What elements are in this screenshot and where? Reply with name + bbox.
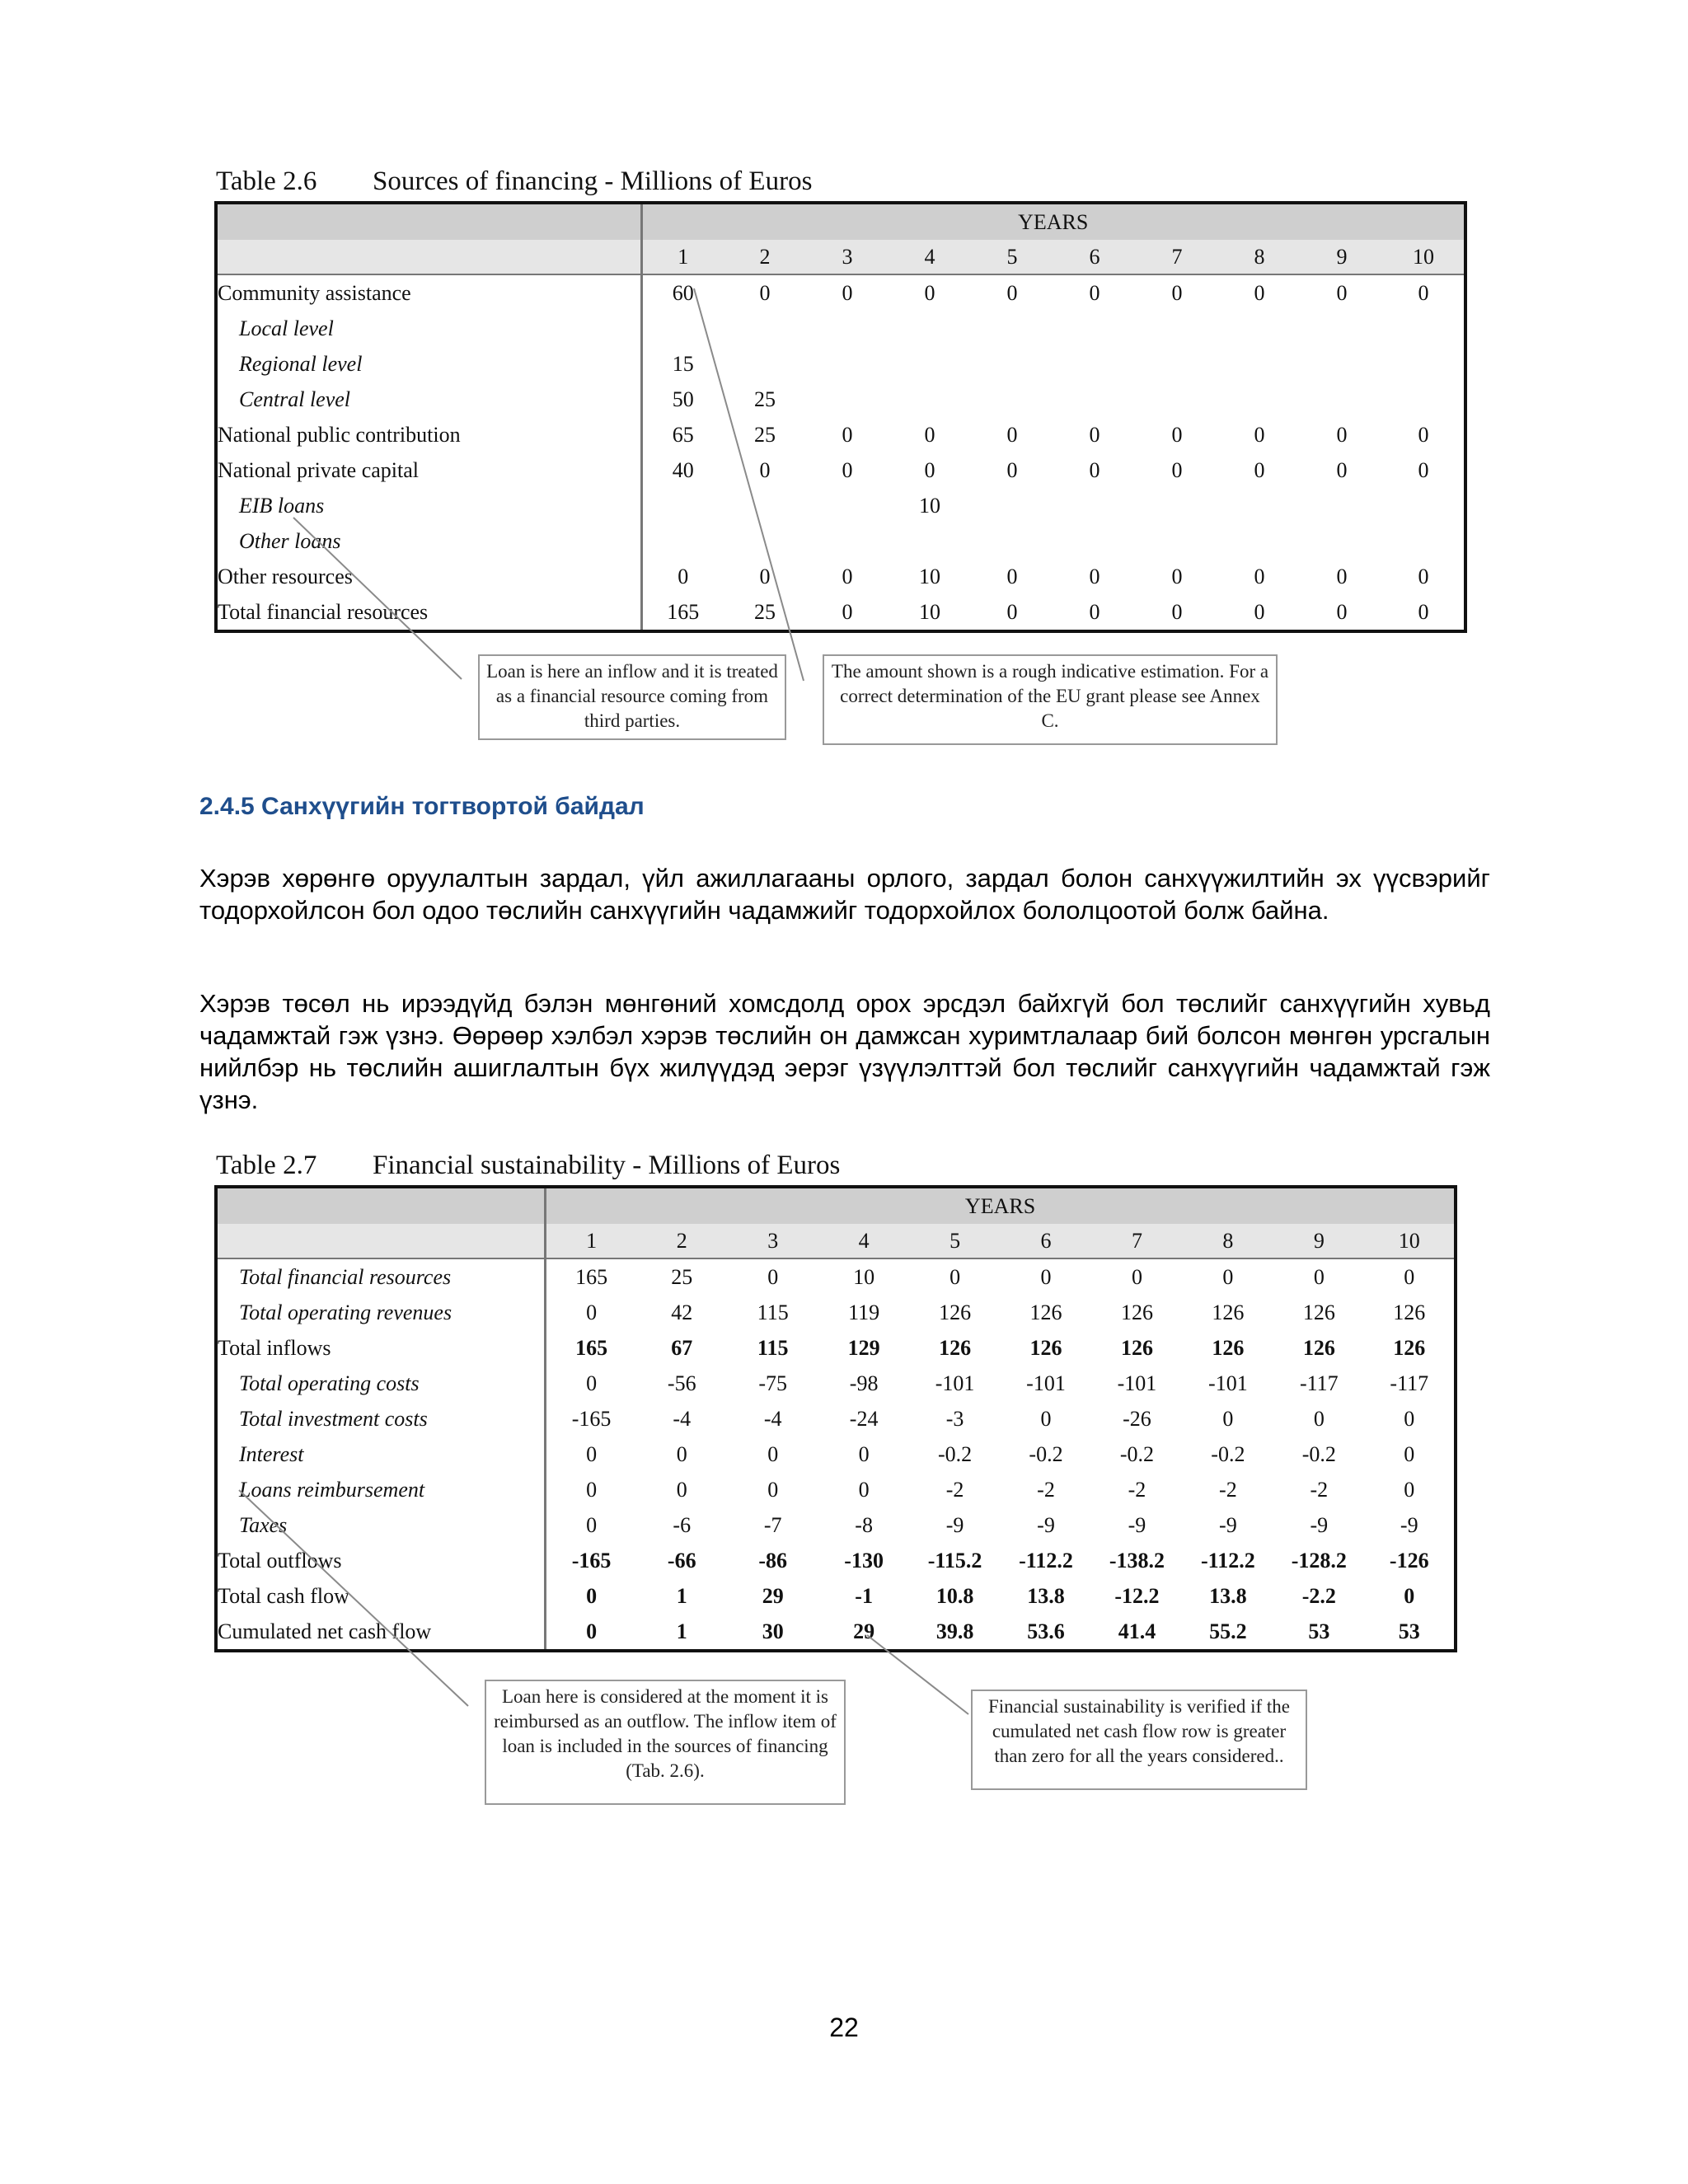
table-cell: 126 [1120,1335,1153,1360]
table-cell: 0 [1222,1406,1234,1431]
table-cell: 60 [672,280,694,305]
table-cell: 0 [950,1264,961,1289]
table-cell: 0 [1313,1406,1325,1431]
table-cell: -130 [844,1548,884,1572]
table-cell: 1 [676,1619,687,1643]
table-cell: -0.2 [1029,1441,1063,1466]
table-cell: 10 [919,599,940,624]
row-label: Total investment costs [216,1401,546,1436]
table-cell: -112.2 [1019,1548,1073,1572]
table-cell: 0 [1131,1264,1142,1289]
table-cell: -165 [571,1406,612,1431]
table-cell: 0 [1006,564,1018,588]
table-cell: -2 [1310,1477,1329,1502]
table-2-7-number: Table 2.7 [216,1151,317,1180]
table-cell: 0 [842,422,853,447]
table-cell: 126 [1212,1300,1245,1324]
table-cell: -1 [855,1583,873,1608]
table-cell: -165 [571,1548,612,1572]
table-cell: 0 [759,457,771,482]
table-cell: -4 [763,1406,782,1431]
row-label: Other loans [216,523,641,559]
table-cell: -117 [1299,1371,1339,1395]
table-cell: 0 [1006,599,1018,624]
table-cell: 0 [1418,280,1429,305]
section-heading: 2.4.5 Санхүүгийн тогтвортой байдал [199,793,645,820]
table-cell: 65 [672,422,694,447]
table-cell: 0 [767,1264,779,1289]
table-cell: -86 [758,1548,788,1572]
table-cell: -2.2 [1301,1583,1336,1608]
table-cell: 0 [858,1441,870,1466]
table-2-6-number: Table 2.6 [216,166,317,196]
table-cell: -9 [945,1512,964,1537]
table-cell: 0 [842,280,853,305]
table-cell: -0.2 [1301,1441,1336,1466]
table-cell: -112.2 [1201,1548,1255,1572]
table-cell: 0 [1171,457,1183,482]
year-header: 3 [806,240,889,274]
table-cell: 53.6 [1027,1619,1065,1643]
table-cell: 119 [848,1300,880,1324]
table-cell: 0 [1254,422,1265,447]
table-cell: -26 [1123,1406,1151,1431]
table-cell: 0 [1089,422,1100,447]
table-cell: 126 [1393,1300,1426,1324]
table-cell: 126 [1302,1335,1335,1360]
table-cell: 165 [575,1264,608,1289]
table-cell: -7 [763,1512,782,1537]
year-header: 1 [641,240,724,274]
table-cell: 0 [1006,422,1018,447]
paragraph-1: Хэрэв хөрөнгө оруулалтын зардал, үйл ажиллагааны орлого, зардал болон санхүүжилтийн эх үүсвэрийг тодорхойлсон бол одоо төслийн санхүүгийн чадамжийг тодорхойлох бололцоотой болж байна. [199,864,1490,925]
table-cell: 0 [1313,1264,1325,1289]
year-header: 1 [546,1224,636,1258]
table-cell: 115 [757,1335,789,1360]
table-cell: -75 [758,1371,788,1395]
table-cell: 0 [1089,457,1100,482]
table-cell: -8 [855,1512,873,1537]
note-loan-inflow: Loan is here an inflow and it is treated as a financial resource coming from third parties. [478,654,786,740]
year-header: 9 [1301,240,1383,274]
year-header: 10 [1365,1224,1456,1258]
table-cell: 0 [1089,280,1100,305]
table-cell: -24 [849,1406,879,1431]
table-cell: 0 [678,564,689,588]
table-cell: 0 [1171,280,1183,305]
table-2-7-caption: Financial sustainability - Millions of Euros [373,1151,841,1180]
table-cell: 55.2 [1209,1619,1247,1643]
table-cell: 129 [847,1335,880,1360]
table-cell: 165 [667,599,700,624]
table-cell: -101 [1026,1371,1066,1395]
table-cell: -128.2 [1291,1548,1347,1572]
table-cell: 50 [672,387,694,411]
table-cell: 67 [671,1335,693,1360]
year-header: 2 [724,240,806,274]
table-cell: 0 [1404,1441,1415,1466]
table-cell: 0 [759,564,771,588]
table-cell: 0 [1089,599,1100,624]
table-cell: 0 [1404,1264,1415,1289]
table-cell: 25 [671,1264,693,1289]
table-cell: 0 [842,457,853,482]
table-cell: 42 [671,1300,693,1324]
table-cell: 0 [586,1300,598,1324]
table-cell: 39.8 [935,1619,974,1643]
year-header: 7 [1136,240,1218,274]
table-cell: 0 [1089,564,1100,588]
table-cell: 0 [586,1619,598,1643]
row-label: EIB loans [216,488,641,523]
year-header: 7 [1091,1224,1182,1258]
table-cell: 126 [1120,1300,1153,1324]
table-cell: -12.2 [1114,1583,1160,1608]
row-label: Community assistance [216,274,641,311]
table-cell: 0 [586,1512,598,1537]
table-cell: 126 [939,1335,972,1360]
table-cell: 0 [924,457,935,482]
table-cell: 0 [1040,1406,1052,1431]
row-label: Interest [216,1436,546,1472]
table-cell: -101 [1117,1371,1157,1395]
table-cell: 0 [1418,422,1429,447]
row-label: Total outflows [216,1543,546,1578]
table-cell: 0 [1222,1264,1234,1289]
table-cell: -9 [1128,1512,1146,1537]
table-cell: 0 [1254,599,1265,624]
row-label: Taxes [216,1507,546,1543]
table-cell: -2 [945,1477,964,1502]
table-cell: 0 [1336,457,1348,482]
table-cell: -6 [673,1512,692,1537]
table-cell: 0 [676,1441,687,1466]
year-header: 8 [1218,240,1301,274]
table-cell: 0 [1404,1477,1415,1502]
table-cell: 126 [1393,1335,1426,1360]
row-label: Central level [216,382,641,417]
table-cell: 0 [1254,457,1265,482]
table-cell: -2 [1128,1477,1146,1502]
table-cell: 165 [575,1335,608,1360]
callout-line-cumulated [867,1635,968,1714]
table-cell: -0.2 [1211,1441,1245,1466]
table-cell: 0 [586,1583,598,1608]
row-label: Total operating revenues [216,1295,546,1330]
table-cell: 0 [1418,599,1429,624]
table-cell: 25 [754,599,776,624]
table-cell: 10.8 [935,1583,974,1608]
table-cell: 30 [762,1619,784,1643]
table-cell: 25 [754,422,776,447]
table-cell: 29 [853,1619,875,1643]
row-label: Regional level [216,346,641,382]
table-cell: 0 [586,1477,598,1502]
table-cell: 0 [1418,457,1429,482]
year-header: 2 [636,1224,727,1258]
row-label: Total financial resources [216,594,641,631]
table-cell: 13.8 [1209,1583,1247,1608]
table-cell: 0 [1006,280,1018,305]
table-cell: -138.2 [1109,1548,1165,1572]
callout-line-loans-reimbursement [239,1490,468,1706]
table-cell: 126 [1029,1335,1062,1360]
table-cell: 0 [1254,280,1265,305]
table-cell: -0.2 [1119,1441,1155,1466]
row-label: Loans reimbursement [216,1472,546,1507]
callout-line-eu-grant [694,288,804,681]
row-label: Cumulated net cash flow [216,1614,546,1651]
table-2-6-caption: Sources of financing - Millions of Euros [373,166,813,196]
table-cell: -9 [1400,1512,1418,1537]
table-cell: 0 [1336,422,1348,447]
table-cell: 0 [586,1371,598,1395]
table-cell: 1 [676,1583,687,1608]
table-cell: 10 [919,564,940,588]
table-cell: 41.4 [1118,1619,1156,1643]
table-cell: 10 [853,1264,875,1289]
table-cell: 0 [1254,564,1265,588]
table-cell: 0 [1006,457,1018,482]
table-cell: -9 [1310,1512,1329,1537]
row-label: Local level [216,311,641,346]
table-cell: -0.2 [937,1441,973,1466]
table-cell: 0 [759,280,771,305]
table-cell: 0 [924,422,935,447]
table-cell: 29 [762,1583,784,1608]
table-cell: 0 [1336,280,1348,305]
table-cell: -9 [1037,1512,1055,1537]
table-cell: 0 [1404,1583,1415,1608]
table-cell: 0 [858,1477,870,1502]
note-loan-outflow: Loan here is considered at the moment it is reimbursed as an outflow. The inflow item of loan is included in the sources of financing (Tab. 2.6). [485,1680,846,1805]
year-header: 6 [1053,240,1136,274]
table-cell: -66 [667,1548,696,1572]
row-label: National private capital [216,452,641,488]
table-cell: -3 [945,1406,964,1431]
table-cell: 0 [1336,564,1348,588]
year-header: 6 [1001,1224,1091,1258]
row-label: National public contribution [216,417,641,452]
table-cell: -56 [667,1371,696,1395]
table-cell: 126 [939,1300,972,1324]
year-header: 9 [1273,1224,1364,1258]
year-header: 4 [818,1224,909,1258]
table-cell: -98 [849,1371,879,1395]
row-label: Total operating costs [216,1366,546,1401]
table-cell: 13.8 [1027,1583,1065,1608]
year-header: 8 [1183,1224,1273,1258]
year-header: 3 [727,1224,818,1258]
table-cell: 0 [767,1477,779,1502]
table-cell: 0 [1336,599,1348,624]
table-cell: 53 [1308,1619,1330,1643]
table-cell: 0 [1040,1264,1052,1289]
table-cell: -126 [1389,1548,1429,1572]
table-cell: -101 [935,1371,975,1395]
row-label: Total financial resources [216,1258,546,1295]
table-cell: 126 [1029,1300,1062,1324]
table-cell: 0 [1171,422,1183,447]
table-cell: 0 [842,599,853,624]
table-cell: -101 [1208,1371,1248,1395]
table-cell: -2 [1219,1477,1237,1502]
table-cell: -9 [1219,1512,1237,1537]
years-label: YEARS [641,203,1465,240]
table-cell: 0 [586,1441,598,1466]
row-label: Total inflows [216,1330,546,1366]
table-cell: -117 [1390,1371,1429,1395]
paragraph-2: Хэрэв төсөл нь ирээдүйд бэлэн мөнгөний хомсдолд орох эрсдэл байхгүй бол төслийг санхүүгийн хувьд чадамжтай гэж үзнэ. Өөрөөр хэлбэл хэрэв төслийн он дамжсан хуримтлалаар бий болсон мөнгөн урсгалын нийлбэр нь төслийн ашиглалтын бүх жилүүдэд эерэг үзүүлэлттэй бол төслийг санхүүгийн чадамжтай гэж үзнэ. [199,989,1490,1114]
table-cell: 0 [676,1477,687,1502]
note-sustainability-verified: Financial sustainability is verified if the cumulated net cash flow row is greater than zero for all the years considered.. [971,1690,1307,1790]
table-cell: 15 [672,351,694,376]
year-header: 5 [971,240,1053,274]
table-cell: 126 [1302,1300,1335,1324]
table-cell: -4 [673,1406,692,1431]
table-cell: 0 [1171,599,1183,624]
page-number: 22 [829,2013,859,2042]
table-cell: 10 [919,493,940,518]
table-cell: 25 [754,387,776,411]
year-header: 5 [909,1224,1000,1258]
year-header: 10 [1383,240,1465,274]
row-label: Other resources [216,559,641,594]
table-cell: 126 [1212,1335,1245,1360]
year-header: 4 [889,240,971,274]
table-cell: 0 [842,564,853,588]
callout-line-other-loans [293,518,462,679]
table-cell: 0 [1418,564,1429,588]
table-cell: -115.2 [927,1548,982,1572]
years-label: YEARS [546,1187,1456,1224]
table-cell: 115 [757,1300,789,1324]
table-cell: 0 [1171,564,1183,588]
table-cell: 40 [672,457,694,482]
note-eu-grant-estimation: The amount shown is a rough indicative estimation. For a correct determination of the EU grant please see Annex C. [823,654,1278,745]
row-label: Total cash flow [216,1578,546,1614]
table-cell: 0 [767,1441,779,1466]
table-cell: 0 [924,280,935,305]
table-cell: 0 [1404,1406,1415,1431]
table-cell: -2 [1037,1477,1055,1502]
table-cell: 53 [1398,1619,1420,1643]
